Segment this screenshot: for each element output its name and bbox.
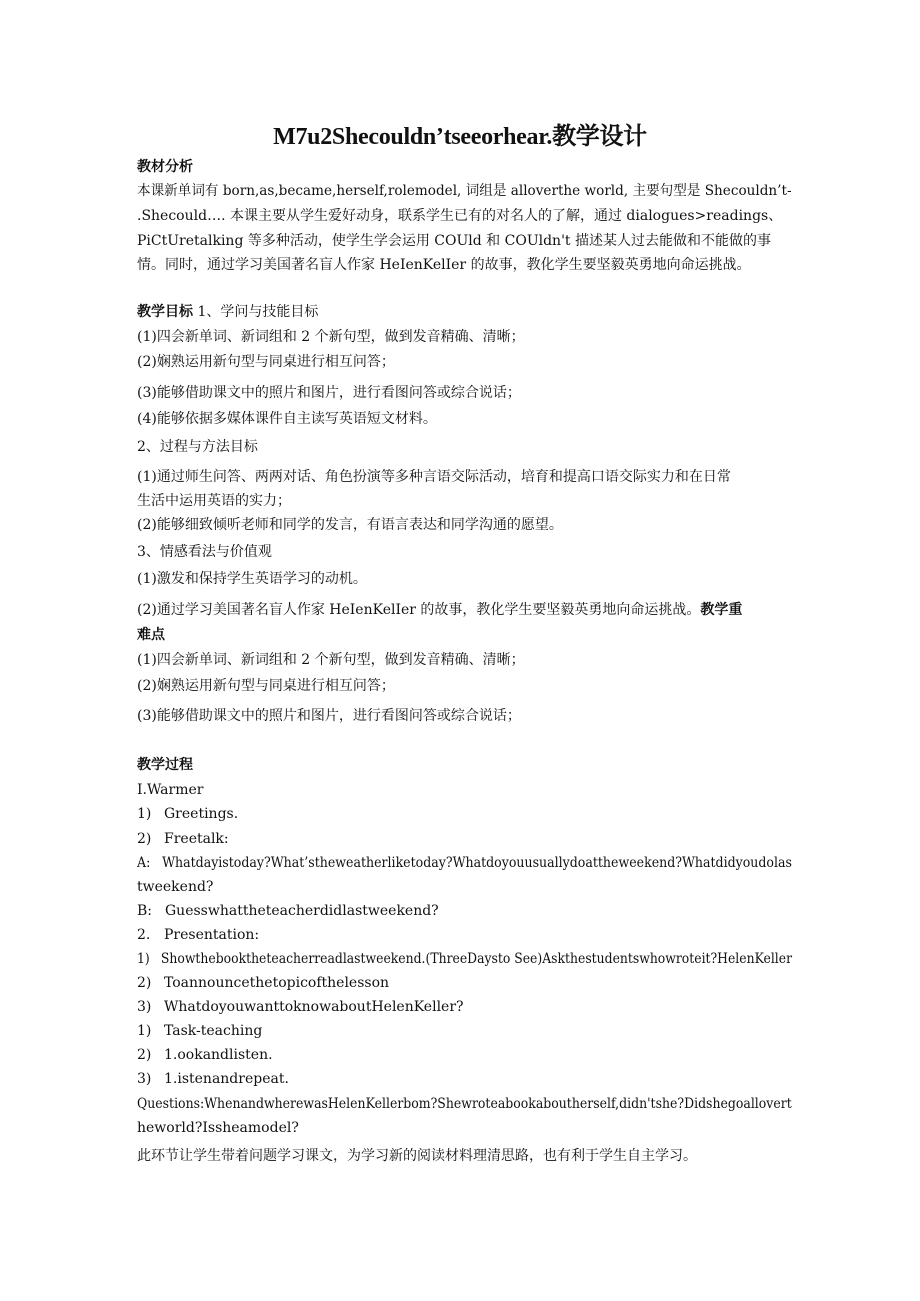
section-heading-analysis: 教材分析 (137, 159, 193, 175)
list-item: (3)能够借助课文中的照片和图片，进行看图问答或综合说话； (137, 385, 521, 401)
list-item: 1) Showthebooktheteacherreadlastweekend.(ThreeDaysto See)Askthestudentswhowroteit?HelenKeller (137, 951, 793, 967)
list-item: (2)娴熟运用新句型与同桌进行相互问答； (137, 354, 395, 370)
list-item: (1)四会新单词、新词组和 2 个新句型，做到发音精确、清晰； (137, 652, 525, 668)
list-item: 3) WhatdoyouwanttoknowaboutHelenKeller? (137, 999, 464, 1015)
step-heading: I.Warmer (137, 782, 204, 798)
subheading: 2、过程与方法目标 (137, 439, 258, 455)
subheading: 1、学问与技能目标 (193, 304, 319, 320)
list-item-with-heading (137, 600, 742, 620)
list-item: (2)通过学习美国著名盲人作家 HeIenKelIer 的故事，教化学生要坚毅英勇地向命运挑战。 (137, 602, 701, 618)
section-heading-objectives-line (137, 302, 318, 322)
list-item: 1) Greetings. (137, 806, 239, 822)
list-item: 2) 1.ookandlisten. (137, 1047, 273, 1063)
list-item: 3) 1.istenandrepeat. (137, 1071, 289, 1087)
list-item: (1)激发和保持学生英语学习的动机。 (137, 571, 367, 587)
list-item: (1)通过师生问答、两两对话、角色扮演等多种言语交际活动，培育和提高口语交际实力和在日常 (137, 469, 731, 485)
list-item-continuation: 生活中运用英语的实力； (137, 493, 291, 509)
list-item: (1)四会新单词、新词组和 2 个新句型，做到发音精确、清晰； (137, 329, 525, 345)
list-item: (4)能够依据多媒体课件自主读写英语短文材料。 (137, 411, 437, 427)
section-heading-key-points-cont: 难点 (137, 627, 165, 643)
section-heading-objectives: 教学目标 (137, 304, 193, 320)
list-item: A: Whatdayistoday?What’stheweatherliketoday?Whatdoyouusuallydoattheweekend?Whatdidyoudolas (137, 855, 792, 871)
paragraph-line: .Shecould…. 本课主要从学生爱好动身，联系学生已有的对名人的了解，通过 dialogues>readings、 (137, 208, 783, 224)
section-heading-process: 教学过程 (137, 757, 193, 773)
section-heading-key-points: 教学重 (700, 602, 743, 618)
document-title: M7u2Shecouldn’tseeorhear.教学设计 (273, 124, 647, 150)
paragraph-line: 情。同时，通过学习美国著名盲人作家 HeIenKelIer 的故事，教化学生要坚毅英勇地向命运挑战。 (137, 257, 751, 273)
list-item: B: Guesswhattheteacherdidlastweekend? (137, 903, 439, 919)
list-item: 2) Freetalk: (137, 831, 229, 847)
list-item-continuation: tweekend? (137, 879, 214, 895)
step-heading: 2. Presentation: (137, 927, 260, 943)
list-item: (2)娴熟运用新句型与同桌进行相互问答； (137, 678, 395, 694)
questions-line: Questions:WhenandwherewasHelenKellerbom?Shewroteabookaboutherself,didn'tshe?Didshegoallovert (137, 1096, 792, 1112)
list-item: (3)能够借助课文中的照片和图片，进行看图问答或综合说话； (137, 708, 521, 724)
list-item: 1) Task-teaching (137, 1023, 263, 1039)
list-item: (2)能够细致倾听老师和同学的发言，有语言表达和同学沟通的愿望。 (137, 517, 563, 533)
questions-line: heworld?Issheamodel? (137, 1120, 299, 1136)
subheading: 3、情感看法与价值观 (137, 544, 272, 560)
list-item: 2) Toannouncethetopicofthelesson (137, 975, 390, 991)
paragraph-line: 此环节让学生带着问题学习课文，为学习新的阅读材料理清思路，也有利于学生自主学习。 (137, 1148, 697, 1164)
paragraph-line: 本课新单词有 born,as,became,herself,rolemodel, 词组是 alloverthe world, 主要句型是 Shecouldn’t- (137, 183, 792, 199)
paragraph-line: PiCtUretalking 等多种活动，使学生学会运用 COUld 和 COUldn't 描述某人过去能做和不能做的事 (137, 233, 771, 249)
